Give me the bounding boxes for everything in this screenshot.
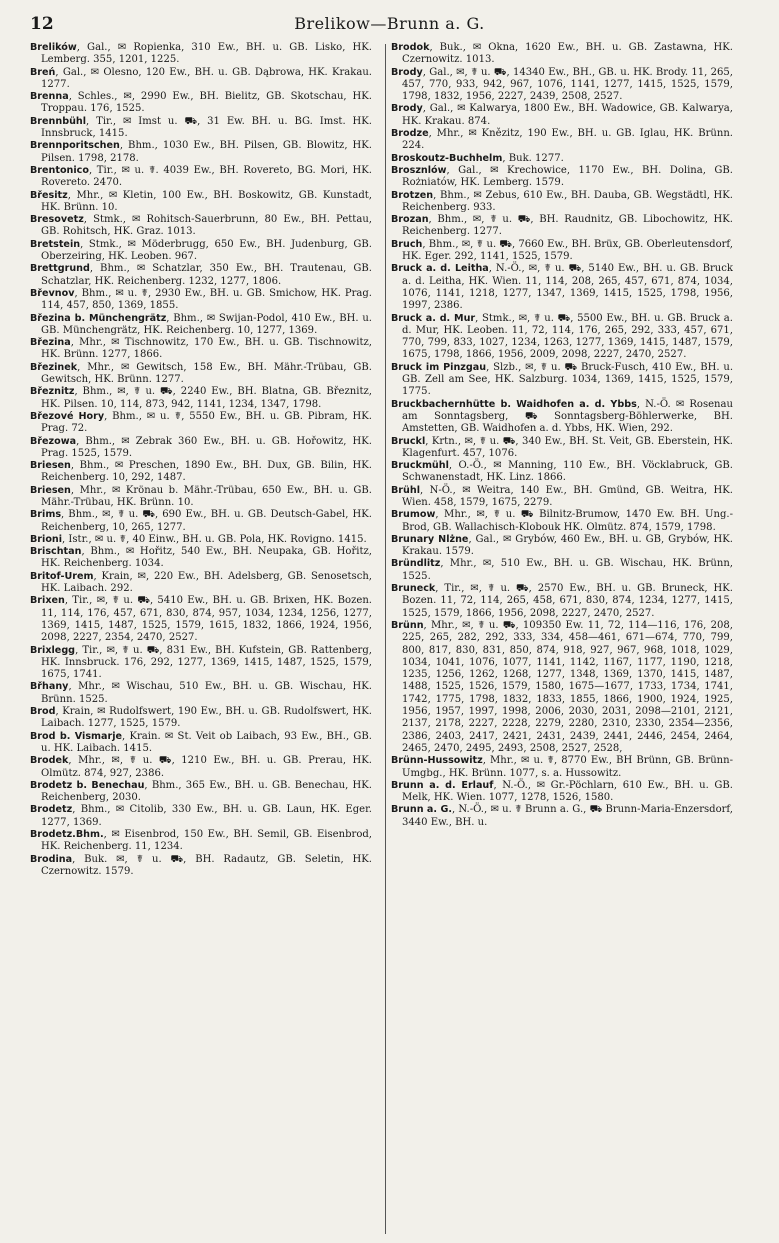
entry-details: , Mhr., ✉ Gewitsch, 158 Ew., BH. Mähr.-Trübau, GB. Gewitsch, HK. Brünn. 1277. [41, 361, 372, 386]
entry-place-name: Bruckbachernhütte b. Waidhofen a. d. Ybbs [391, 398, 637, 410]
gazetteer-entry [391, 263, 733, 312]
entry-place-name: Brodok [391, 42, 430, 53]
entry-place-name: Brunn a. d. Erlauf [391, 779, 494, 791]
gazetteer-entry [391, 534, 733, 559]
gazetteer-entry [30, 595, 372, 644]
entry-place-name: Bruckl [391, 435, 426, 447]
entry-place-name: Březowa [30, 435, 77, 447]
entry-details: , Slzb., ✉, ☤ u. ⛟ Bruck-Fusch, 410 Ew., BH. u. GB. Zell am See, HK. Salzburg. 1034, 1369, 1415, 1525, 1579, 1775. [402, 361, 733, 398]
entry-place-name: Brünn-Hussowitz [391, 755, 483, 767]
entry-place-name: Brotzen [391, 189, 434, 201]
entry-details: , Gal., ✉ Grybów, 460 Ew., BH. u. GB, Grybów, HK. Krakau. 1579. [402, 533, 733, 558]
entry-place-name: Brünn [391, 619, 424, 631]
entry-place-name: Brühl [391, 484, 420, 496]
gazetteer-entry [30, 854, 372, 879]
entry-place-name: Bruch [391, 238, 423, 250]
entry-place-name: Březnitz [30, 386, 75, 398]
gazetteer-entry [391, 153, 733, 165]
entry-place-name: Březinek [30, 361, 78, 373]
entry-place-name: Brodetz b. Benechau [30, 779, 145, 791]
entry-place-name: Brosznlów [391, 164, 447, 176]
entry-details: , Mhr., ✉, ☤ u. ⛟, 1210 Ew., BH. u. GB. Prerau, HK. Olmütz. 874, 927, 2386. [41, 755, 372, 779]
entry-details: , Bhm., ✉ Hořitz, 540 Ew., BH. Neupaka, GB. Hořitz, HK. Reichenberg. 1034. [41, 546, 372, 570]
entry-details: , Tir., ✉, ☤ u. ⛟, 831 Ew., BH. Kufstein, GB. Rattenberg, HK. Innsbruck. 176, 292, 1277, 1369, 1415, 1487, 1525, 1579, 1675, 1741. [41, 644, 372, 681]
entry-place-name: Břevnov [30, 287, 75, 299]
gazetteer-entry [391, 313, 733, 362]
entry-details: , Mhr., ✉ Wischau, 510 Ew., BH. u. GB. Wischau, HK. Brünn. 1525. [41, 681, 372, 705]
entry-details: , Bhm., ✉ Schatzlar, 350 Ew., BH. Trautenau, GB. Schatzlar, HK. Reichenberg. 1232, 1277, 1806. [41, 263, 372, 287]
page-number: 12 [30, 14, 54, 34]
entry-details: , Krtn., ✉, ☤ u. ⛟, 340 Ew., BH. St. Veit, GB. Eberstein, HK. Klagenfurt. 457, 1076. [402, 435, 733, 459]
entry-place-name: Brischtan [30, 546, 82, 558]
entry-details: , N-Ö., ✉ Weitra, 140 Ew., BH. Gmünd, GB. Weitra, HK. Wien. 458, 1579, 1675, 2279. [402, 484, 733, 508]
entry-details: , Bhm., ✉ Zebus, 610 Ew., BH. Dauba, GB. Wegstädtl, HK. Reichenberg. 933. [402, 189, 733, 213]
entry-details: , N.-Ö., ✉ u. ☤ Brunn a. G., ⛟ Brunn-Maria-Enzersdorf, 3440 Ew., BH. u. [402, 804, 733, 828]
entry-place-name: Breń [30, 66, 56, 78]
gazetteer-entry [391, 42, 733, 67]
entry-details: , Mhr., ✉ Knězitz, 190 Ew., BH. u. GB. Iglau, HK. Brünn. 224. [402, 128, 733, 152]
entry-details: , Tir., ✉, ☤ u. ⛟, 2570 Ew., BH. u. GB. Bruneck, HK. Bozen. 11, 72, 114, 265, 458, 671, 830, 874, 1234, 1277, 1415, 1525, 1579, 1866, 1956, 2098, 2227, 2470, 2527. [402, 583, 733, 619]
entry-place-name: Břesitz [30, 189, 68, 201]
entry-details: , Tir., ✉ u. ☤. 4039 Ew., BH. Rovereto, BG. Mori, HK. Rovereto. 2470. [41, 164, 372, 189]
entry-place-name: Březové Hory [30, 410, 105, 422]
entry-details: , Krain, ✉ Rudolfswert, 190 Ew., BH. u. GB. Rudolfswert, HK. Laibach. 1277, 1525, 1579. [41, 706, 372, 730]
gazetteer-entry [391, 67, 733, 104]
gazetteer-entry [391, 128, 733, 153]
entry-details: , Gal., ✉ Olesno, 120 Ew., BH. u. GB. Dąbrowa, HK. Krakau. 1277. [41, 66, 372, 90]
entry-details: , Stmk., ✉, ☤ u. ⛟, 5500 Ew., BH. u. GB. Bruck a. d. Mur, HK. Leoben. 11, 72, 114, 176, 265, 292, 333, 457, 671, 770, 799, 833, 1027, 1234, 1263, 1277, 1369, 1415, 1487, 1579, 1675, 1798, 1866, 1956, 2009, 2098, 2227, 2470, 2527. [402, 312, 733, 361]
gazetteer-entry [30, 140, 372, 165]
entry-details: , Mhr., ✉, ☤ u. ⛟, 109350 Ew. 11, 72, 114—116, 176, 208, 225, 265, 282, 292, 333, 334, 458—461, 671—674, 770, 799, 800, 817, 830, 831, 850, 874, 918, 927, 967, 968, 1018, 1029, 1034, 1041, 1076, 1077, 1141, 1142, 1167, 1177, 1190, 1218, 1235, 1256, 1262, 1268, 1277, 1348, 1369, 1370, 1415, 1487, 1488, 1525, 1526, 1579, 1580, 1675—1677, 1733, 1734, 1741, 1742, 1775, 1798, 1832, 1833, 1855, 1866, 1900, 1924, 1925, 1956, 1957, 1997, 1998, 2006, 2030, 2031, 2098—2101, 2121, 2137, 2178, 2227, 2228, 2279, 2280, 2310, 2330, 2354—2356, 2386, 2403, 2417, 2421, 2431, 2439, 2441, 2446, 2454, 2464, 2465, 2470, 2495, 2493, 2508, 2527, 2528, [402, 619, 733, 754]
gazetteer-entry [391, 509, 733, 534]
entry-place-name: Brodetz [30, 804, 73, 816]
gazetteer-entry [391, 780, 733, 805]
entry-place-name: Brodina [30, 853, 73, 865]
entry-details: , Mhr., ✉, 510 Ew., BH. u. GB. Wischau, HK. Brünn, 1525. [402, 558, 733, 582]
entry-details: , Bhm., ✉ u. ☤, 5550 Ew., BH. u. GB. Pibram, HK. Prag. 72. [41, 410, 372, 435]
column-divider [385, 44, 386, 1234]
entry-place-name: Brunary Nlżne [391, 533, 469, 545]
entry-details: , N.-Ö., ✉, ☤ u. ⛟, 5140 Ew., BH. u. GB. Bruck a. d. Leitha, HK. Wien. 11, 114, 208, 265, 457, 671, 874, 1034, 1076, 1141, 1218, 1277, 1347, 1369, 1415, 1525, 1798, 1956, 1997, 2386. [402, 263, 733, 312]
page-header [30, 10, 749, 38]
entry-place-name: Březina [30, 337, 71, 349]
gazetteer-entry [30, 460, 372, 485]
entry-details: , Gal., ✉, ☤ u. ⛟, 14340 Ew., BH., GB. u. HK. Brody. 11, 265, 457, 770, 933, 942, 967, 1076, 1141, 1277, 1415, 1525, 1579, 1798, 1832, 1956, 2227, 2439, 2508, 2527. [402, 66, 733, 103]
gazetteer-entry [30, 755, 372, 780]
entry-place-name: Březina b. Münchengrätz [30, 312, 167, 324]
entry-details: , Bhm., ✉ u. ☤, 2930 Ew., BH. u. GB. Smichow, HK. Prag. 114, 457, 850, 1369, 1855. [41, 287, 372, 312]
entry-details: , Istr., ✉ u. ☤, 40 Einw., BH. u. GB. Pola, HK. Rovigno. 1415. [62, 533, 367, 545]
gazetteer-entry [391, 239, 733, 264]
gazetteer-entry [391, 485, 733, 510]
gazetteer-entry [30, 509, 372, 534]
entry-place-name: Brentonico [30, 164, 89, 176]
gazetteer-entry [30, 804, 372, 829]
entry-details: , N.-Ö., ✉ Gr.-Pöchlarn, 610 Ew., BH. u. GB. Melk, HK. Wien. 1077, 1278, 1526, 1580. [402, 779, 733, 804]
entry-place-name: Brennporitschen [30, 140, 120, 152]
entry-details: , Buk. ✉, ☤ u. ⛟, BH. Radautz, GB. Seletin, HK. Czernowitz. 1579. [41, 853, 372, 877]
gazetteer-entry [30, 546, 372, 571]
gazetteer-entry [30, 263, 372, 288]
gazetteer-entry [391, 190, 733, 215]
right-column [391, 42, 733, 1237]
gazetteer-entry [30, 288, 372, 313]
entry-details: , N.-Ö. ✉ Rosenau am Sonntagsberg, ⛟ Sonntagsberg-Böhlerwerke, BH. Amstetten, GB. Waidhofen a. d. Ybbs, HK. Wien, 292. [402, 398, 733, 435]
entry-place-name: Brennbühl [30, 115, 87, 127]
gazetteer-entry [30, 239, 372, 264]
gazetteer-entry [391, 214, 733, 239]
entry-details: , Tir., ✉ Imst u. ⛟, 31 Ew. BH. u. BG. Imst. HK. Innsbruck, 1415. [41, 115, 372, 140]
gazetteer-entry [391, 755, 733, 780]
entry-place-name: Bresovetz [30, 214, 84, 226]
gazetteer-entry [391, 620, 733, 755]
entry-place-name: Brioni [30, 533, 63, 545]
entry-details: , Krain, ✉, 220 Ew., BH. Adelsberg, GB. Senosetsch, HK. Laibach. 292. [41, 570, 372, 595]
gazetteer-entry [30, 780, 372, 805]
gazetteer-entry [391, 558, 733, 583]
entry-details: , Tir., ✉, ☤ u. ⛟, 5410 Ew., BH. u. GB. Brixen, HK. Bozen. 11, 114, 176, 457, 671, 830, 874, 957, 1034, 1234, 1256, 1277, 1369, 1415, 1487, 1525, 1579, 1615, 1832, 1866, 1924, 1956, 2098, 2227, 2354, 2470, 2527. [41, 595, 372, 644]
gazetteer-entry [30, 214, 372, 239]
entry-place-name: Bruck a. d. Leitha [391, 263, 489, 275]
gazetteer-entry [30, 645, 372, 682]
entry-place-name: Brenna [30, 91, 69, 103]
gazetteer-entry [391, 362, 733, 399]
entry-place-name: Brumow [391, 509, 436, 521]
entry-place-name: Brody [391, 103, 423, 115]
gazetteer-entry [30, 313, 372, 338]
entry-details: , Gal., ✉ Ropienka, 310 Ew., BH. u. GB. Lisko, HK. Lemberg. 355, 1201, 1225. [41, 42, 372, 66]
gazetteer-entry [30, 436, 372, 461]
entry-details: , Bhm., ✉ Zebrak 360 Ew., BH. u. GB. Hořowitz, HK. Prag. 1525, 1579. [41, 435, 372, 459]
entry-place-name: Břhany [30, 681, 69, 693]
entry-details: , ✉ Eisenbrod, 150 Ew., BH. Semil, GB. Eisenbrod, HK. Reichenberg. 11, 1234. [41, 829, 372, 853]
entry-place-name: Broskoutz-Buchhelm [391, 152, 503, 164]
entry-place-name: Brunn a. G. [391, 804, 452, 816]
entry-place-name: Bründlitz [391, 558, 441, 570]
gazetteer-entry [30, 534, 372, 546]
entry-details: , Mhr., ✉ Krönau b. Mähr.-Trübau, 650 Ew., BH. u. GB. Mähr.-Trübau, HK. Brünn. 10. [41, 484, 372, 508]
entry-place-name: Brodetz.Bhm. [30, 829, 104, 840]
entry-details: , Gal., ✉ Krechowice, 1170 Ew., BH. Dolina, GB. Rożniatów, HK. Lemberg. 1579. [402, 164, 733, 189]
entry-place-name: Bruneck [391, 583, 436, 595]
page-title: Brelikow—Brunn a. G. [294, 14, 485, 33]
gazetteer-entry [30, 42, 372, 67]
gazetteer-entry [30, 116, 372, 141]
entry-place-name: Britof-Urem [30, 570, 94, 582]
entry-details: , O.-Ö., ✉ Manning, 110 Ew., BH. Vöcklabruck, GB. Schwanenstadt, HK. Linz. 1866. [402, 460, 733, 484]
gazetteer-entry [391, 460, 733, 485]
entry-details: , Bhm., ✉, ☤ u. ⛟, 690 Ew., BH. u. GB. Deutsch-Gabel, HK. Reichenberg, 10, 265, 1277. [41, 509, 372, 533]
entry-place-name: Brod b. Vismarje [30, 730, 123, 742]
entry-place-name: Brelików [30, 42, 77, 53]
entry-details: , Mhr., ✉ Kletin, 100 Ew., BH. Boskowitz, GB. Kunstadt, HK. Brünn. 10. [41, 189, 372, 213]
gazetteer-entry [391, 436, 733, 461]
entry-details: , Krain. ✉ St. Veit ob Laibach, 93 Ew., BH., GB. u. HK. Laibach. 1415. [41, 730, 372, 754]
entry-details: , Bhm., ✉, ☤ u. ⛟, BH. Raudnitz, GB. Libochowitz, HK. Reichenberg. 1277. [402, 214, 733, 238]
entry-details: , Stmk., ✉ Möderbrugg, 650 Ew., BH. Judenburg, GB. Oberzeiring, HK. Leoben. 967. [41, 238, 372, 263]
gazetteer-entry [30, 731, 372, 756]
gazetteer-entry [30, 411, 372, 436]
entry-place-name: Briesen [30, 484, 71, 496]
entry-place-name: Brettgrund [30, 263, 90, 275]
gazetteer-entry [391, 165, 733, 190]
entry-place-name: Brod [30, 706, 56, 718]
entry-details: , Bhm., ✉ Swijan-Podol, 410 Ew., BH. u. GB. Münchengrätz, HK. Reichenberg. 10, 1277, 1369. [41, 312, 372, 336]
entry-place-name: Brodek [30, 755, 69, 767]
entry-details: , Buk. 1277. [502, 152, 564, 164]
entry-place-name: Bruck im Pinzgau [391, 361, 487, 373]
entry-details: , Gal., ✉ Kalwarya, 1800 Ew., BH. Wadowice, GB. Kalwarya, HK. Krakau. 874. [402, 103, 733, 127]
entry-details: , Buk., ✉ Okna, 1620 Ew., BH. u. GB. Zastawna, HK. Czernowitz. 1013. [402, 42, 733, 66]
left-column [30, 42, 372, 1237]
gazetteer-entry [30, 91, 372, 116]
entry-details: , Bhm., 365 Ew., BH. u. GB. Benechau, HK. Reichenberg, 2030. [41, 779, 372, 804]
entry-place-name: Brims [30, 509, 62, 521]
entry-place-name: Bretstein [30, 238, 81, 250]
gazetteer-entry [30, 386, 372, 411]
entry-details: , Bhm., ✉ Preschen, 1890 Ew., BH. Dux, GB. Bilin, HK. Reichenberg. 10, 292, 1487. [41, 460, 372, 484]
gazetteer-entry [391, 804, 733, 829]
gazetteer-entry [30, 706, 372, 731]
gazetteer-entry [30, 190, 372, 215]
entry-place-name: Briesen [30, 460, 71, 472]
gazetteer-entry [30, 67, 372, 92]
entry-details: , Bhm., ✉, ☤ u. ⛟, 7660 Ew., BH. Brüx, GB. Oberleutensdorf, HK. Eger. 292, 1141, 1525, 1579. [402, 238, 733, 263]
entry-place-name: Bruckmühl [391, 460, 449, 472]
gazetteer-entry [30, 571, 372, 596]
entry-details: , Mhr., ✉ Tischnowitz, 170 Ew., BH. u. GB. Tischnowitz, HK. Brünn. 1277, 1866. [41, 337, 372, 361]
gazetteer-entry [30, 829, 372, 854]
entry-details: , Mhr., ✉, ☤ u. ⛟ Bilnitz-Brumow, 1470 Ew. BH. Ung.-Brod, GB. Wallachisch-Klobouk HK. Olmütz. 874, 1579, 1798. [402, 509, 733, 533]
entry-place-name: Bruck a. d. Mur [391, 312, 476, 324]
entry-details: , Stmk., ✉ Rohitsch-Sauerbrunn, 80 Ew., BH. Pettau, GB. Rohitsch, HK. Graz. 1013. [41, 214, 372, 238]
entry-details: , Bhm., ✉ Citolib, 330 Ew., BH. u. GB. Laun, HK. Eger. 1277, 1369. [41, 804, 372, 828]
entry-place-name: Brodze [391, 128, 429, 140]
gazetteer-entry [30, 337, 372, 362]
gazetteer-entry [30, 362, 372, 387]
gazetteer-entry [30, 165, 372, 190]
gazetteer-entry [391, 103, 733, 128]
gazetteer-entry [391, 399, 733, 436]
gazetteer-entry [30, 485, 372, 510]
entry-place-name: Brody [391, 66, 423, 78]
entry-place-name: Brixen [30, 595, 65, 607]
entry-details: , Schles., ✉, 2990 Ew., BH. Bielitz, GB. Skotschau, HK. Troppau. 176, 1525. [41, 91, 372, 115]
entry-place-name: Brozan [391, 214, 429, 226]
gazetteer-entry [30, 681, 372, 706]
entry-place-name: Brixlegg [30, 644, 76, 656]
gazetteer-entry [391, 583, 733, 620]
entry-details: , Bhm., 1030 Ew., BH. Pilsen, GB. Blowitz, HK. Pilsen. 1798, 2178. [41, 140, 372, 164]
entry-details: , Bhm., ✉, ☤ u. ⛟, 2240 Ew., BH. Blatna, GB. Březnitz, HK. Pilsen. 10, 114, 873, 942, 1141, 1234, 1347, 1798. [41, 386, 372, 410]
entry-details: , Mhr., ✉ u. ☤, 8770 Ew., BH Brünn, GB. Brünn-Umgbg., HK. Brünn. 1077, s. a. Hussowitz. [402, 755, 733, 779]
